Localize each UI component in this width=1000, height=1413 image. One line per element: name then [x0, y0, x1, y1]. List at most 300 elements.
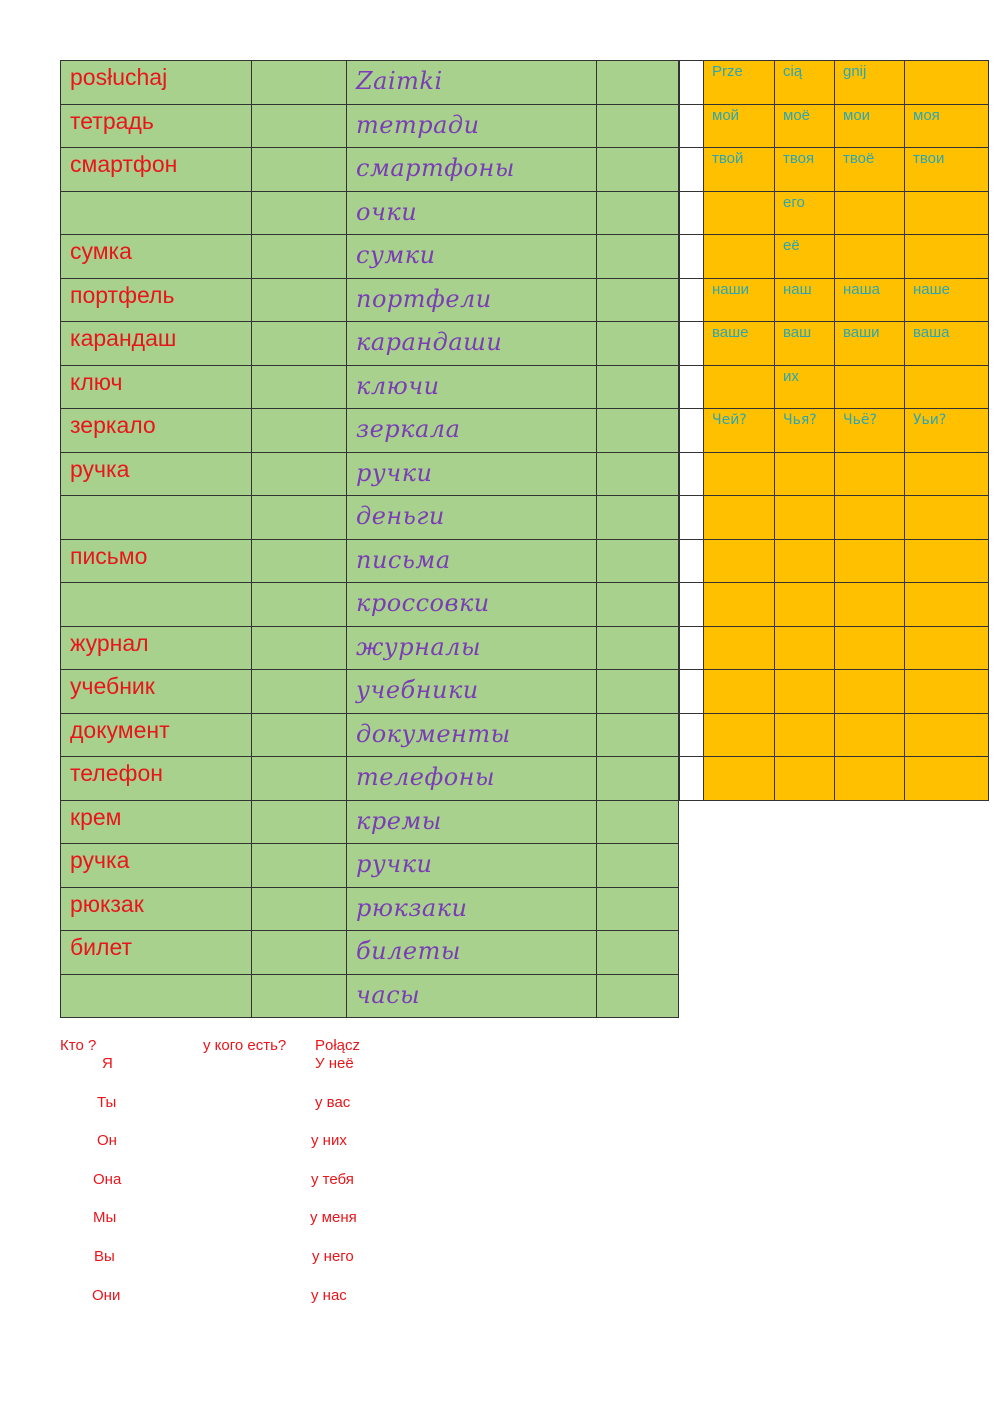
match-right-item[interactable]: у вас: [315, 1094, 351, 1111]
blank-cell[interactable]: [680, 61, 704, 105]
answer-cell[interactable]: [597, 322, 679, 366]
pronoun-word: [775, 453, 834, 455]
pronoun-cell[interactable]: [835, 496, 905, 540]
pronoun-row: [680, 409, 989, 453]
plural-cell: [347, 800, 597, 844]
word-cell: [61, 713, 252, 757]
answer-cell[interactable]: [597, 931, 679, 975]
answer-cell[interactable]: [252, 235, 347, 279]
pronoun-cell[interactable]: [905, 757, 989, 801]
pronoun-word: [704, 235, 774, 237]
match-right-item[interactable]: у него: [312, 1248, 354, 1265]
pronoun-cell[interactable]: [905, 713, 989, 757]
word-cell: [61, 409, 252, 453]
plural-cell: [347, 670, 597, 714]
pronoun-cell[interactable]: [775, 104, 835, 148]
singular-word: карандаш: [70, 325, 177, 351]
pronoun-word: моё: [783, 106, 810, 124]
pronoun-cell[interactable]: [905, 452, 989, 496]
plural-word: смартфоны: [356, 154, 515, 182]
word-cell: [61, 974, 252, 1018]
pronoun-cell[interactable]: [704, 365, 775, 409]
pronoun-cell[interactable]: [905, 365, 989, 409]
word-cell: [61, 496, 252, 540]
blank-cell[interactable]: [680, 757, 704, 801]
pronoun-cell[interactable]: [775, 61, 835, 105]
plural-word: письма: [356, 545, 451, 574]
pronoun-word: [835, 627, 904, 629]
plural-cell: [347, 583, 597, 627]
plural-word: очки: [356, 197, 418, 226]
pronoun-word: наш: [783, 280, 812, 298]
pronoun-cell[interactable]: [905, 670, 989, 714]
answer-cell[interactable]: [597, 626, 679, 670]
pronoun-word: ваши: [843, 324, 880, 341]
pronoun-cell[interactable]: [704, 539, 775, 583]
pronoun-word: [775, 714, 834, 716]
singular-word: письмо: [70, 542, 148, 569]
header-has: у кого есть?: [203, 1037, 287, 1054]
pronoun-cell[interactable]: [775, 278, 835, 322]
pronoun-word: наша: [843, 280, 881, 298]
match-left-item[interactable]: Вы: [94, 1248, 115, 1265]
plural-cell: [347, 887, 597, 931]
pronoun-cell[interactable]: [775, 191, 835, 235]
singular-word: posłuchaj: [70, 64, 168, 90]
word-cell: [61, 626, 252, 670]
pronoun-cell[interactable]: [835, 539, 905, 583]
pronoun-word: [704, 453, 774, 455]
vocab-row: [61, 322, 679, 366]
pronoun-cell[interactable]: [775, 322, 835, 366]
pronoun-cell[interactable]: [835, 278, 905, 322]
pronoun-cell[interactable]: [835, 452, 905, 496]
vocab-row: [61, 670, 679, 714]
pronoun-cell[interactable]: [775, 583, 835, 627]
match-right-item[interactable]: у тебя: [311, 1171, 354, 1188]
blank-cell[interactable]: [680, 409, 704, 453]
singular-word: журнал: [70, 629, 149, 656]
answer-cell[interactable]: [597, 104, 679, 148]
match-right-item[interactable]: у них: [311, 1132, 347, 1149]
answer-cell[interactable]: [597, 365, 679, 409]
word-cell: [61, 61, 252, 105]
plural-word: рюкзаки: [356, 893, 468, 922]
pronoun-word: [704, 192, 774, 194]
blank-cell[interactable]: [680, 670, 704, 714]
header-who: Кто ?: [60, 1037, 97, 1054]
word-cell: [61, 452, 252, 496]
pronoun-cell[interactable]: [905, 104, 989, 148]
pronoun-cell[interactable]: [775, 409, 835, 453]
plural-word: документы: [356, 719, 511, 748]
pronoun-cell[interactable]: [775, 713, 835, 757]
pronoun-row: [680, 148, 989, 192]
answer-cell[interactable]: [597, 191, 679, 235]
pronoun-row: [680, 539, 989, 583]
answer-cell[interactable]: [252, 713, 347, 757]
answer-cell[interactable]: [597, 148, 679, 192]
answer-cell[interactable]: [252, 844, 347, 888]
pronoun-cell[interactable]: [775, 670, 835, 714]
answer-cell[interactable]: [252, 322, 347, 366]
plural-word: портфели: [356, 284, 492, 313]
vocab-row: [61, 974, 679, 1018]
vocab-row: [61, 61, 679, 105]
match-left-item[interactable]: Они: [92, 1287, 121, 1304]
pronoun-word: ваша: [913, 324, 950, 341]
pronoun-word: [905, 583, 988, 585]
answer-cell[interactable]: [597, 887, 679, 931]
answer-cell[interactable]: [597, 409, 679, 453]
pronoun-cell[interactable]: [775, 148, 835, 192]
pronoun-word: Чей?: [712, 412, 747, 428]
singular-word: ручка: [70, 847, 130, 873]
word-cell: [61, 670, 252, 714]
pronoun-cell[interactable]: [905, 539, 989, 583]
vocab-row: [61, 278, 679, 322]
plural-word: Zaimki: [356, 67, 443, 95]
pronoun-cell[interactable]: [905, 148, 989, 192]
plural-word: учебники: [356, 676, 479, 704]
pronoun-cell[interactable]: [704, 626, 775, 670]
answer-cell[interactable]: [597, 583, 679, 627]
match-right-item[interactable]: у нас: [311, 1287, 347, 1304]
pronoun-cell[interactable]: [704, 235, 775, 279]
pronoun-cell[interactable]: [835, 235, 905, 279]
blank-cell[interactable]: [680, 104, 704, 148]
vocab-row: [61, 496, 679, 540]
pronoun-cell[interactable]: [775, 235, 835, 279]
pronoun-cell[interactable]: [905, 61, 989, 105]
pronoun-cell[interactable]: [704, 148, 775, 192]
word-cell: [61, 800, 252, 844]
pronoun-word: [835, 366, 904, 368]
pronoun-row: [680, 583, 989, 627]
pronoun-cell[interactable]: [835, 191, 905, 235]
answer-cell[interactable]: [252, 148, 347, 192]
plural-word: ключи: [356, 371, 440, 400]
vocab-row: [61, 539, 679, 583]
pronoun-row: [680, 670, 989, 714]
plural-cell: [347, 539, 597, 583]
answer-cell[interactable]: [252, 974, 347, 1018]
vocab-row: [61, 409, 679, 453]
pronoun-cell[interactable]: [704, 104, 775, 148]
pronoun-row: [680, 278, 989, 322]
pronoun-word: [905, 670, 988, 672]
match-left-item[interactable]: Ты: [97, 1094, 117, 1111]
pronoun-cell[interactable]: [704, 191, 775, 235]
singular-word: [61, 496, 251, 499]
singular-word: ключ: [70, 368, 123, 395]
answer-cell[interactable]: [597, 974, 679, 1018]
pronoun-cell[interactable]: [905, 191, 989, 235]
pronoun-word: [905, 366, 988, 368]
pronoun-cell[interactable]: [835, 61, 905, 105]
blank-cell[interactable]: [680, 496, 704, 540]
pronoun-word: [835, 453, 904, 455]
pronoun-word: [704, 714, 774, 716]
vocab-row: [61, 235, 679, 279]
pronoun-cell[interactable]: [835, 148, 905, 192]
blank-cell[interactable]: [680, 278, 704, 322]
pronoun-cell[interactable]: [835, 713, 905, 757]
match-left-item[interactable]: Мы: [93, 1209, 117, 1226]
answer-cell[interactable]: [252, 800, 347, 844]
word-cell: [61, 365, 252, 409]
pronoun-cell[interactable]: [704, 757, 775, 801]
singular-word: [61, 975, 251, 978]
vocab-row: [61, 931, 679, 975]
pronoun-word: [835, 192, 904, 194]
pronoun-word: [775, 757, 834, 759]
singular-word: тетрадь: [70, 107, 154, 134]
plural-cell: [347, 365, 597, 409]
blank-cell[interactable]: [680, 148, 704, 192]
answer-cell[interactable]: [597, 670, 679, 714]
pronoun-cell[interactable]: [835, 104, 905, 148]
pronoun-cell[interactable]: [905, 496, 989, 540]
plural-word: карандаши: [356, 328, 503, 356]
answer-cell[interactable]: [597, 800, 679, 844]
plural-word: кроссовки: [356, 589, 490, 617]
answer-cell[interactable]: [597, 539, 679, 583]
pronoun-cell[interactable]: [775, 452, 835, 496]
pronoun-word: ваш: [783, 324, 812, 341]
pronoun-word: мой: [712, 106, 740, 124]
plural-cell: [347, 235, 597, 279]
plural-cell: [347, 409, 597, 453]
singular-word: смартфон: [70, 151, 178, 177]
pronoun-cell[interactable]: [704, 713, 775, 757]
pronoun-row: [680, 757, 989, 801]
word-cell: [61, 583, 252, 627]
singular-word: документ: [70, 716, 170, 743]
pronoun-cell[interactable]: [704, 61, 775, 105]
pronoun-cell[interactable]: [835, 757, 905, 801]
pronoun-word: Prze: [712, 63, 743, 80]
singular-word: рюкзак: [70, 890, 144, 917]
plural-cell: [347, 844, 597, 888]
pronoun-cell[interactable]: [704, 322, 775, 366]
answer-cell[interactable]: [252, 496, 347, 540]
pronoun-cell[interactable]: [905, 626, 989, 670]
header-connect: Połącz: [315, 1037, 361, 1054]
plural-cell: [347, 61, 597, 105]
answer-cell[interactable]: [597, 452, 679, 496]
pronoun-word: cią: [783, 63, 803, 80]
answer-cell[interactable]: [597, 61, 679, 105]
pronoun-word: [835, 583, 904, 585]
blank-cell[interactable]: [680, 713, 704, 757]
pronoun-row: [680, 496, 989, 540]
answer-cell[interactable]: [597, 278, 679, 322]
answer-cell[interactable]: [597, 235, 679, 279]
vocab-row: [61, 104, 679, 148]
vocabulary-table: [60, 60, 679, 1018]
singular-word: зеркало: [70, 412, 156, 438]
answer-cell[interactable]: [252, 104, 347, 148]
blank-cell[interactable]: [680, 235, 704, 279]
pronoun-cell[interactable]: [704, 278, 775, 322]
answer-cell[interactable]: [252, 61, 347, 105]
pronoun-cell[interactable]: [775, 626, 835, 670]
pronoun-word: [905, 192, 988, 194]
plural-word: тетради: [356, 110, 480, 139]
answer-cell[interactable]: [252, 670, 347, 714]
pronoun-word: [775, 540, 834, 542]
plural-cell: [347, 148, 597, 192]
vocab-row: [61, 626, 679, 670]
pronoun-word: наши: [712, 280, 750, 298]
pronoun-cell[interactable]: [775, 496, 835, 540]
plural-word: часы: [356, 980, 421, 1009]
word-cell: [61, 278, 252, 322]
pronoun-word: [775, 583, 834, 585]
answer-cell[interactable]: [597, 757, 679, 801]
pronoun-cell[interactable]: [775, 757, 835, 801]
match-left-item[interactable]: Я: [102, 1055, 113, 1072]
vocab-row: [61, 583, 679, 627]
singular-word: [61, 192, 251, 195]
vocab-row: [61, 757, 679, 801]
plural-cell: [347, 496, 597, 540]
plural-word: журналы: [356, 632, 482, 661]
word-cell: [61, 757, 252, 801]
pronoun-word: [775, 670, 834, 672]
pronoun-word: [704, 496, 774, 498]
plural-cell: [347, 757, 597, 801]
pronoun-cell[interactable]: [835, 583, 905, 627]
pronoun-word: твоё: [843, 150, 875, 167]
match-left-item[interactable]: Он: [97, 1132, 117, 1149]
pronoun-cell[interactable]: [835, 626, 905, 670]
pronoun-word: [835, 714, 904, 716]
pronoun-word: [835, 496, 904, 498]
pronoun-cell[interactable]: [775, 539, 835, 583]
match-left-item[interactable]: Она: [93, 1171, 122, 1188]
plural-word: ручки: [356, 458, 433, 487]
pronoun-word: твоя: [783, 150, 815, 167]
pronoun-cell[interactable]: [905, 583, 989, 627]
pronoun-word: [835, 757, 904, 759]
answer-cell[interactable]: [252, 583, 347, 627]
pronoun-word: [905, 540, 988, 542]
pronoun-word: [704, 627, 774, 629]
plural-word: телефоны: [356, 763, 496, 791]
blank-cell[interactable]: [680, 452, 704, 496]
plural-word: ручки: [356, 850, 433, 878]
pronoun-word: Чья?: [783, 412, 817, 428]
answer-cell[interactable]: [252, 409, 347, 453]
pronoun-row: [680, 452, 989, 496]
singular-word: портфель: [70, 281, 175, 308]
pronoun-word: наше: [913, 280, 951, 298]
pronoun-word: [704, 540, 774, 542]
blank-cell[interactable]: [680, 539, 704, 583]
pronoun-cell[interactable]: [704, 452, 775, 496]
answer-cell[interactable]: [252, 539, 347, 583]
blank-cell[interactable]: [680, 322, 704, 366]
blank-cell[interactable]: [680, 191, 704, 235]
pronoun-row: [680, 322, 989, 366]
plural-cell: [347, 278, 597, 322]
pronoun-word: [905, 757, 988, 759]
vocab-row: [61, 800, 679, 844]
pronoun-cell[interactable]: [905, 235, 989, 279]
pronoun-cell[interactable]: [905, 322, 989, 366]
answer-cell[interactable]: [597, 713, 679, 757]
pronoun-cell[interactable]: [835, 409, 905, 453]
pronoun-word: [775, 496, 834, 498]
pronoun-cell[interactable]: [704, 496, 775, 540]
pronoun-row: [680, 235, 989, 279]
pronoun-cell[interactable]: [775, 365, 835, 409]
singular-word: крем: [70, 803, 122, 830]
pronoun-word: [704, 670, 774, 672]
answer-cell[interactable]: [252, 757, 347, 801]
plural-cell: [347, 626, 597, 670]
pronoun-word: [835, 235, 904, 237]
pronoun-cell[interactable]: [704, 409, 775, 453]
pronoun-cell[interactable]: [835, 322, 905, 366]
answer-cell[interactable]: [597, 496, 679, 540]
word-cell: [61, 191, 252, 235]
vocab-row: [61, 713, 679, 757]
pronoun-word: её: [783, 237, 800, 254]
pronoun-cell[interactable]: [835, 670, 905, 714]
pronoun-word: Уьи?: [913, 412, 947, 428]
blank-cell[interactable]: [680, 583, 704, 627]
answer-cell[interactable]: [252, 626, 347, 670]
pronoun-word: [905, 61, 988, 63]
vocab-row: [61, 191, 679, 235]
answer-cell[interactable]: [252, 887, 347, 931]
plural-cell: [347, 974, 597, 1018]
plural-cell: [347, 191, 597, 235]
answer-cell[interactable]: [252, 931, 347, 975]
pronoun-word: [905, 496, 988, 498]
pronoun-word: gnij: [843, 63, 867, 80]
match-right-item[interactable]: у меня: [310, 1209, 357, 1226]
answer-cell[interactable]: [252, 365, 347, 409]
pronoun-row: [680, 713, 989, 757]
pronoun-cell[interactable]: [835, 365, 905, 409]
answer-cell[interactable]: [252, 278, 347, 322]
vocab-row: [61, 887, 679, 931]
blank-cell[interactable]: [680, 365, 704, 409]
plural-cell: [347, 713, 597, 757]
pronoun-word: [775, 627, 834, 629]
answer-cell[interactable]: [597, 844, 679, 888]
blank-cell[interactable]: [680, 626, 704, 670]
word-cell: [61, 844, 252, 888]
pronoun-word: [905, 627, 988, 629]
answer-cell[interactable]: [252, 191, 347, 235]
pronoun-cell[interactable]: [704, 583, 775, 627]
pronoun-cell[interactable]: [905, 278, 989, 322]
answer-cell[interactable]: [252, 452, 347, 496]
plural-word: сумки: [356, 241, 436, 269]
pronoun-cell[interactable]: [905, 409, 989, 453]
pronoun-cell[interactable]: [704, 670, 775, 714]
pronoun-row: [680, 191, 989, 235]
vocab-row: [61, 148, 679, 192]
pronoun-word: [905, 714, 988, 716]
plural-word: билеты: [356, 937, 461, 965]
match-right-item[interactable]: У неё: [315, 1055, 354, 1072]
